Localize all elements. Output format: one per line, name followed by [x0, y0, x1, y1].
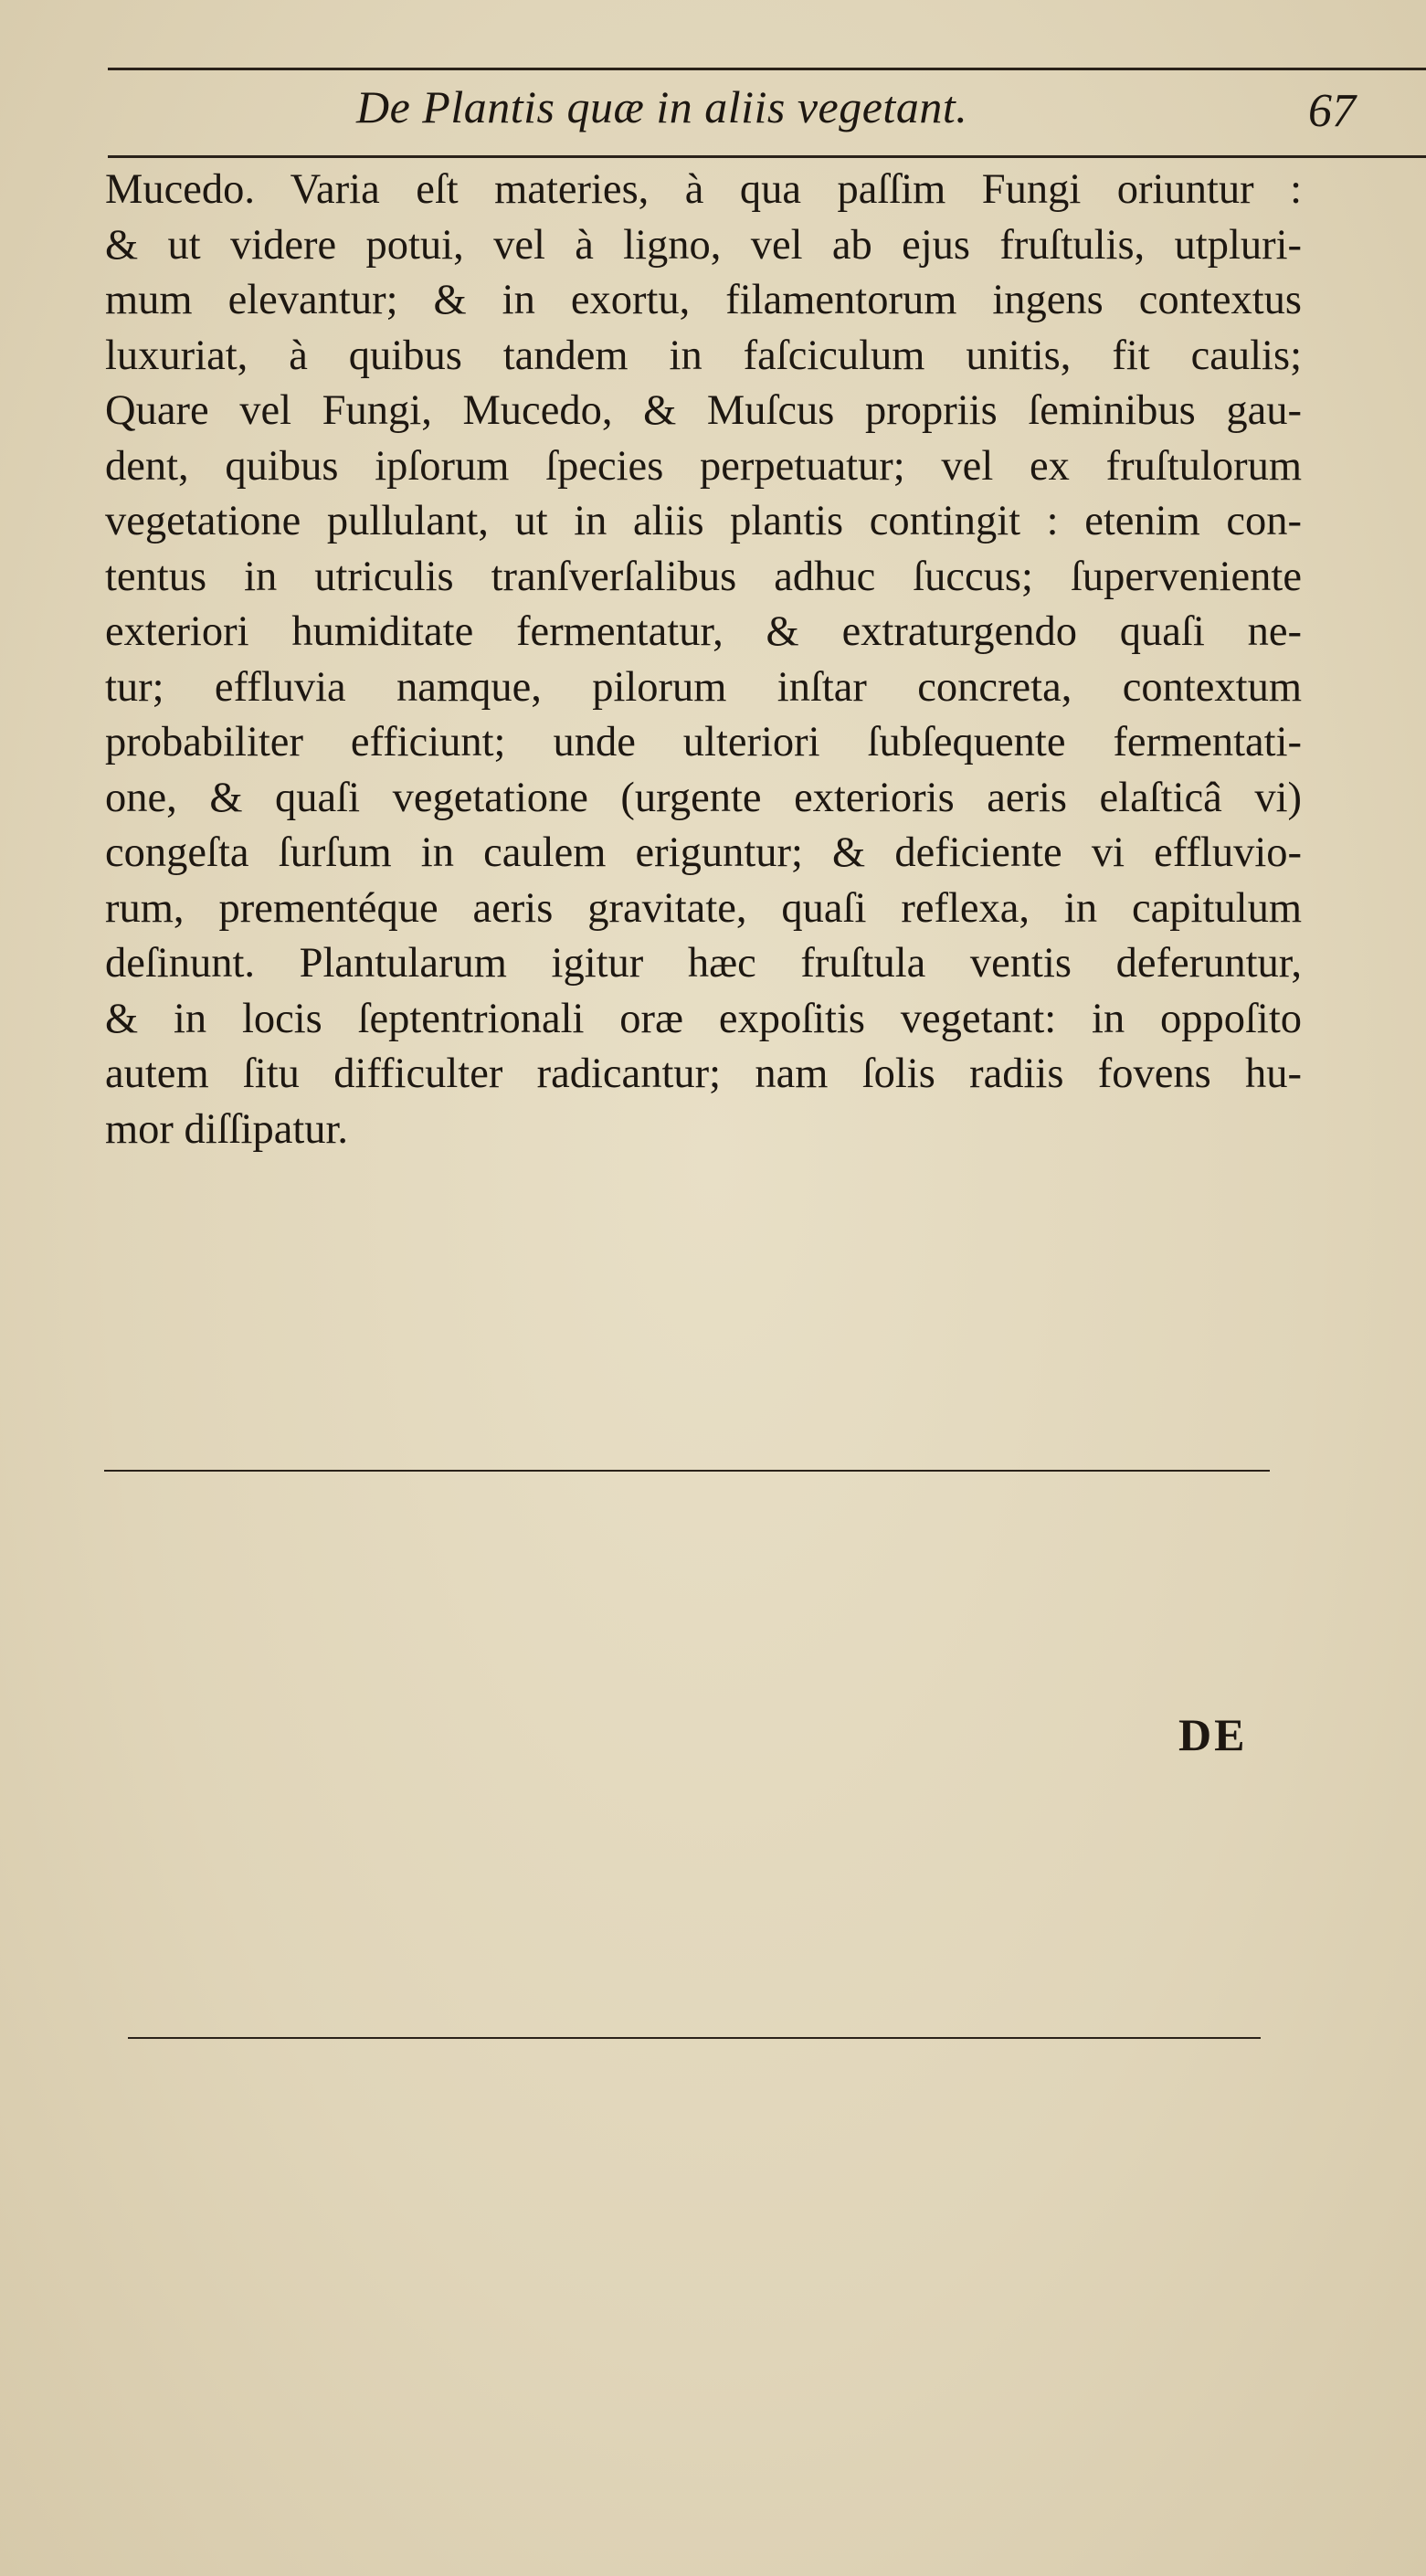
- section-rule: [104, 1470, 1270, 1472]
- text-line: dent, quibus ipſorum ſpecies perpetuatur; vel ex fruſtulorum: [105, 442, 1302, 490]
- body-paragraph: [105, 163, 1302, 1157]
- running-head: De Plantis quæ in aliis vegetant.: [356, 81, 968, 132]
- text-line: & in locis ſeptentrionali oræ expoſitis vegetant: in oppoſito: [105, 995, 1302, 1042]
- text-line: congeſta ſurſum in caulem eriguntur; & deficiente vi effluvio-: [105, 829, 1302, 876]
- text-line: Mucedo. Varia eſt materies, à qua paſſim Fungi oriuntur :: [105, 166, 1302, 213]
- text-line: tentus in utriculis tranſverſalibus adhuc ſuccus; ſuperveniente: [105, 553, 1302, 600]
- page-number: 67: [1308, 85, 1356, 137]
- text-line: mor diſſipatur.: [105, 1105, 349, 1153]
- text-line: Quare vel Fungi, Mucedo, & Muſcus propriis ſeminibus gau-: [105, 387, 1302, 434]
- text-line: mum elevantur; & in exortu, filamentorum ingens contextus: [105, 277, 1302, 323]
- text-line: rum, prementéque aeris gravitate, quaſi reflexa, in capitulum: [105, 884, 1302, 932]
- text-line: one, & quaſi vegetatione (urgente exterioris aeris elaſticâ vi): [105, 774, 1302, 821]
- text-line: luxuriat, à quibus tandem in faſciculum unitis, fit caulis;: [105, 332, 1302, 379]
- text-line: exteriori humiditate fermentatur, & extraturgendo quaſi ne-: [105, 608, 1302, 655]
- header-top-rule: [108, 68, 1426, 70]
- text-line: autem ſitu difficulter radicantur; nam ſolis radiis fovens hu-: [105, 1050, 1302, 1097]
- text-line: & ut videre potui, vel à ligno, vel ab ejus fruſtulis, utpluri-: [105, 221, 1302, 269]
- catchword: DE: [1178, 1709, 1248, 1760]
- text-line: probabiliter efficiunt; unde ulteriori ſubſequente fermentati-: [105, 719, 1302, 765]
- text-line: tur; effluvia namque, pilorum inſtar concreta, contextum: [105, 663, 1302, 711]
- header-bottom-rule: [108, 155, 1426, 158]
- text-line: vegetatione pullulant, ut in aliis plantis contingit : etenim con-: [105, 498, 1302, 544]
- text-line: deſinunt. Plantularum igitur hæc fruſtula ventis deferuntur,: [105, 940, 1302, 987]
- bottom-rule: [128, 2037, 1261, 2039]
